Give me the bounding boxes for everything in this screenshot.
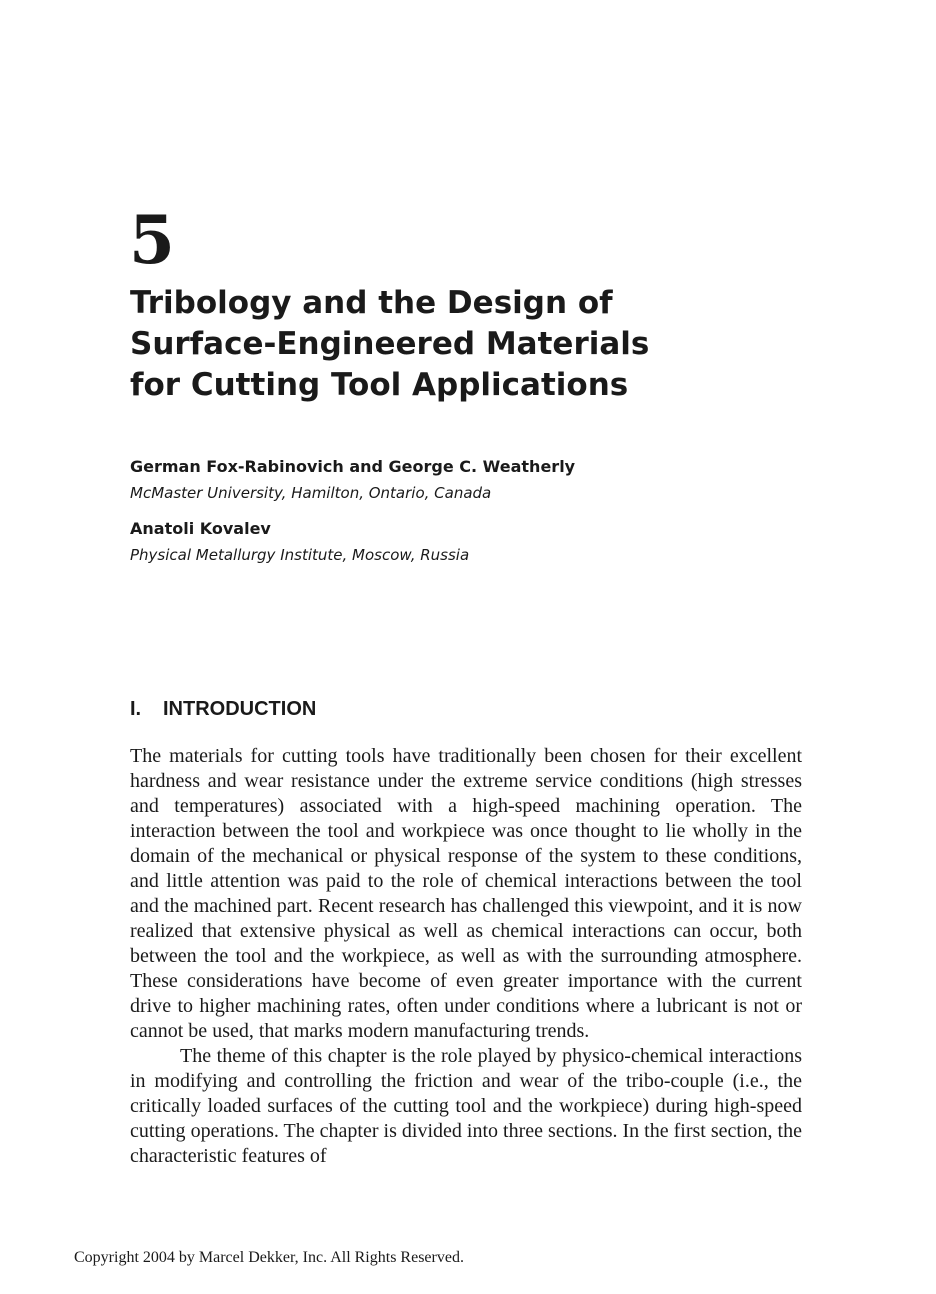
chapter-title [130,283,730,406]
section-title: INTRODUCTION [163,698,317,720]
chapter-number: 5 [129,201,175,279]
copyright-notice: Copyright 2004 by Marcel Dekker, Inc. All Rights Reserved. [74,1249,464,1266]
author-names-2: Anatoli Kovalev [130,519,271,538]
paragraph-2: The theme of this chapter is the role played by physico-chemical interactions in modifying and controlling the friction and wear of the tribo-couple (i.e., the critically loaded surfaces of the cutting tool and the workpiece) during high-speed cutting operations. The chapter is divided into three sections. In the first section, the characteristic features of [130,1045,802,1167]
chapter-title-line: Surface-Engineered Materials [130,326,650,362]
author-names-1: German Fox-Rabinovich and George C. Weatherly [130,457,576,476]
author-affiliation-1: McMaster University, Hamilton, Ontario, Canada [130,484,492,502]
section-number: I. [130,698,142,720]
body-text [130,744,802,1169]
chapter-title-line: Tribology and the Design of [130,285,613,321]
paragraph-1: The materials for cutting tools have traditionally been chosen for their excellent hardness and wear resistance under the extreme service conditions (high stresses and temperatures) associated with a high-speed machining operation. The interaction between the tool and workpiece was once thought to lie wholly in the domain of the mechanical or physical response of the system to these conditions, and little attention was paid to the role of chemical interactions between the tool and the machined part. Recent research has challenged this viewpoint, and it is now realized that extensive physical as well as chemical interactions can occur, both between the tool and the workpiece, as well as with the surrounding atmosphere. These considerations have become of even greater importance with the current drive to higher machining rates, often under conditions where a lubricant is not or cannot be used, that marks modern manufacturing trends. [130,745,802,1042]
author-affiliation-2: Physical Metallurgy Institute, Moscow, Russia [130,546,470,564]
chapter-title-line: for Cutting Tool Applications [130,367,629,403]
section-heading [130,697,316,721]
